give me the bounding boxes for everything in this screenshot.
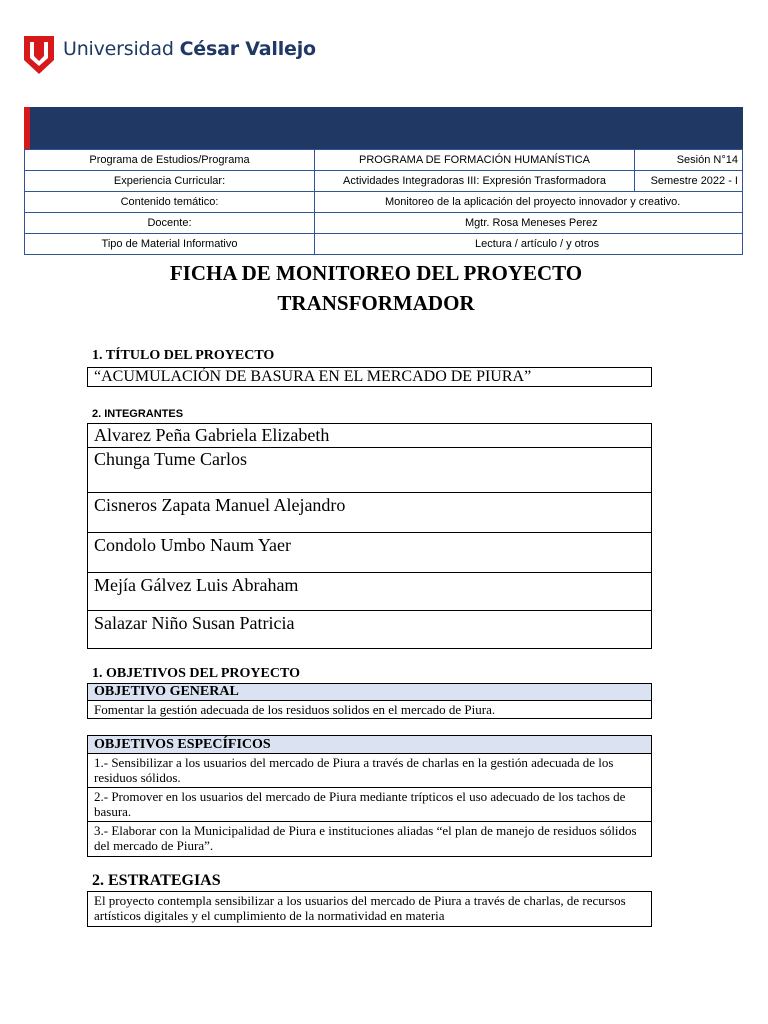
info-label: Docente: [25,213,315,234]
member-row: Chunga Tume Carlos [88,448,651,493]
info-row-material [25,234,743,255]
specific-objective-item: 1.- Sensibilizar a los usuarios del mercado de Piura a través de charlas en la gestión adecuada de los residuos sólidos. [88,754,651,788]
general-objective-text: Fomentar la gestión adecuada de los residuos solidos en el mercado de Piura. [94,702,496,717]
info-label: Experiencia Curricular: [25,171,315,192]
members-table [87,423,652,649]
info-row-teacher [25,213,743,234]
specific-objective-item: 3.- Elaborar con la Municipalidad de Piura e instituciones aliadas “el plan de manejo de residuos sólidos del mercado de Piura”. [94,823,637,853]
banner-accent [24,107,30,149]
header-banner [24,107,743,149]
info-value: Actividades Integradoras III: Expresión Trasformadora [315,171,635,192]
specific-objectives-table [87,735,652,857]
strategies-text: El proyecto contempla sensibilizar a los usuarios del mercado de Piura a través de charlas, de recursos artísticos digitales y el cumplimiento de la normatividad en materia [94,893,626,923]
project-title-box [87,367,652,387]
member-row: Condolo Umbo Naum Yaer [88,533,651,573]
info-row-experience [25,171,743,192]
member-row: Salazar Niño Susan Patricia [94,613,295,633]
document-title-line-2: TRANSFORMADOR [277,291,475,315]
info-value: Mgtr. Rosa Meneses Perez [315,213,743,234]
general-objective-table [87,683,652,719]
course-info-table [24,149,743,255]
info-label: Programa de Estudios/Programa [25,150,315,171]
section-strategies-heading: 2. ESTRATEGIAS [92,872,221,889]
university-name: Universidad César Vallejo [63,38,316,60]
member-row: Alvarez Peña Gabriela Elizabeth [88,424,651,448]
specific-objectives-label: OBJETIVOS ESPECÍFICOS [88,736,651,754]
info-row-program [25,150,743,171]
info-label: Contenido temático: [25,192,315,213]
specific-objective-item: 2.- Promover en los usuarios del mercado de Piura mediante trípticos el uso adecuado de los tachos de basura. [88,788,651,822]
info-extra: Sesión N°14 [635,150,743,171]
ucv-shield-icon [24,36,54,74]
general-objective-label: OBJETIVO GENERAL [88,684,651,701]
info-value: PROGRAMA DE FORMACIÓN HUMANÍSTICA [315,150,635,171]
document-title-line-1: FICHA DE MONITOREO DEL PROYECTO [169,261,583,285]
info-row-content [25,192,743,213]
strategies-box [87,891,652,927]
section-title-heading: 1. TÍTULO DEL PROYECTO [92,348,275,363]
member-row: Cisneros Zapata Manuel Alejandro [88,493,651,533]
info-value: Lectura / artículo / y otros [315,234,743,255]
project-title: “ACUMULACIÓN DE BASURA EN EL MERCADO DE PIURA” [94,368,532,385]
member-row: Mejía Gálvez Luis Abraham [88,573,651,611]
info-value: Monitoreo de la aplicación del proyecto innovador y creativo. [315,192,743,213]
section-members-heading: 2. INTEGRANTES [92,408,184,420]
info-label: Tipo de Material Informativo [25,234,315,255]
section-objectives-heading: 1. OBJETIVOS DEL PROYECTO [92,666,300,681]
info-extra: Semestre 2022 - I [635,171,743,192]
